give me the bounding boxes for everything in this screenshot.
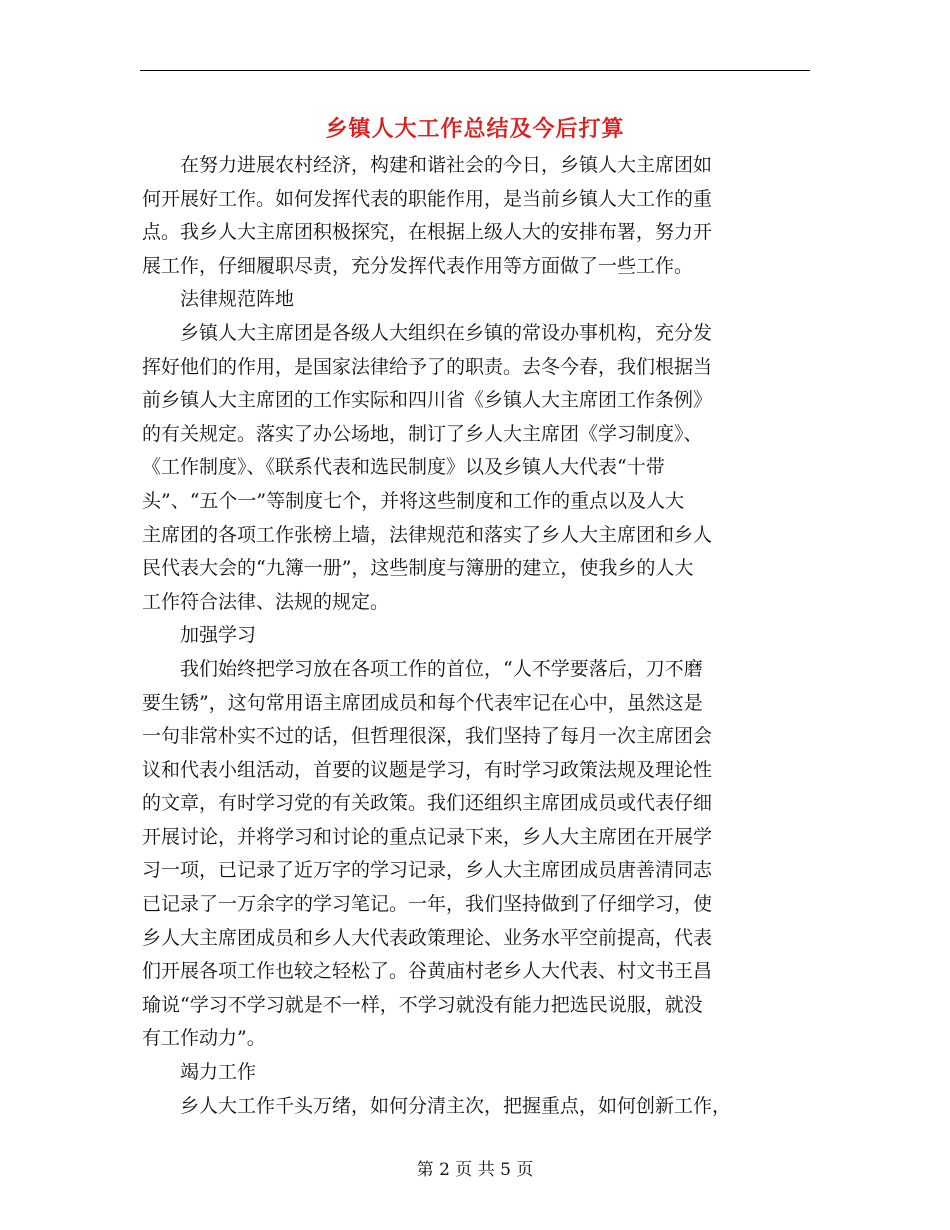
text-line: 在努力进展农村经济，构建和谐社会的今日，乡镇人大主席团如 (142, 154, 713, 176)
text-line: 要生锈”，这句常用语主席团成员和每个代表牢记在心中，虽然这是 (142, 691, 703, 714)
text-line: 有工作动力”。 (142, 1027, 266, 1050)
text-line: 们开展各项工作也较之轻松了。谷黄庙村老乡人大代表、村文书王昌 (142, 960, 713, 983)
document-title: 乡镇人大工作总结及今后打算 (325, 116, 625, 142)
section-heading: 竭力工作 (142, 1061, 257, 1084)
text-line: 习一项，已记录了近万字的学习记录，乡人大主席团成员唐善清同志 (142, 859, 713, 882)
header-rule (140, 70, 810, 71)
text-line: 民代表大会的“九簿一册”，这些制度与簿册的建立，使我乡的人大 (142, 557, 694, 580)
page-number-footer: 第 2 页 共 5 页 (416, 1160, 534, 1180)
text-line: 点。我乡人大主席团积极探究，在根据上级人大的安排布署，努力开 (142, 221, 713, 244)
section-heading: 加强学习 (142, 624, 257, 647)
text-line: 展工作，仔细履职尽责，充分发挥代表作用等方面做了一些工作。 (142, 254, 694, 277)
text-line: 已记录了一万余字的学习笔记。一年，我们坚持做到了仔细学习，使 (142, 893, 713, 916)
text-line: 议和代表小组活动，首要的议题是学习，有时学习政策法规及理论性 (142, 758, 713, 781)
text-line: 乡人大工作千头万绪，如何分清主次，把握重点，如何创新工作， (142, 1094, 732, 1117)
text-line: 一句非常朴实不过的话，但哲理很深，我们坚持了每月一次主席团会 (142, 725, 713, 748)
text-line: 工作符合法律、法规的规定。 (142, 590, 390, 613)
text-line: 的有关规定。落实了办公场地，制订了乡人大主席团《学习制度》、 (142, 422, 703, 445)
section-heading: 法律规范阵地 (142, 288, 295, 311)
text-line: 挥好他们的作用，是国家法律给予了的职责。去冬今春，我们根据当 (142, 355, 713, 378)
text-line: 主席团的各项工作张榜上墙，法律规范和落实了乡人大主席团和乡人 (142, 523, 713, 546)
text-line: 瑜说“学习不学习就是不一样，不学习就没有能力把选民说服，就没 (142, 993, 703, 1016)
text-line: 前乡镇人大主席团的工作实际和四川省《乡镇人大主席团工作条例》 (142, 389, 713, 412)
text-line: 何开展好工作。如何发挥代表的职能作用，是当前乡镇人大工作的重 (142, 187, 713, 210)
text-line: 开展讨论，并将学习和讨论的重点记录下来，乡人大主席团在开展学 (142, 825, 713, 848)
text-line: 头”、“五个一”等制度七个，并将这些制度和工作的重点以及人大 (142, 489, 685, 512)
text-line: 《工作制度》、《联系代表和选民制度》以及乡镇人大代表“十带 (142, 456, 665, 479)
text-line: 乡人大主席团成员和乡人大代表政策理论、业务水平空前提高，代表 (142, 926, 713, 949)
text-line: 的文章，有时学习党的有关政策。我们还组织主席团成员或代表仔细 (142, 792, 713, 815)
text-line: 我们始终把学习放在各项工作的首位，“人不学要落后，刀不磨 (142, 657, 703, 680)
text-line: 乡镇人大主席团是各级人大组织在乡镇的常设办事机构，充分发 (142, 321, 713, 344)
document-body (142, 149, 810, 1123)
